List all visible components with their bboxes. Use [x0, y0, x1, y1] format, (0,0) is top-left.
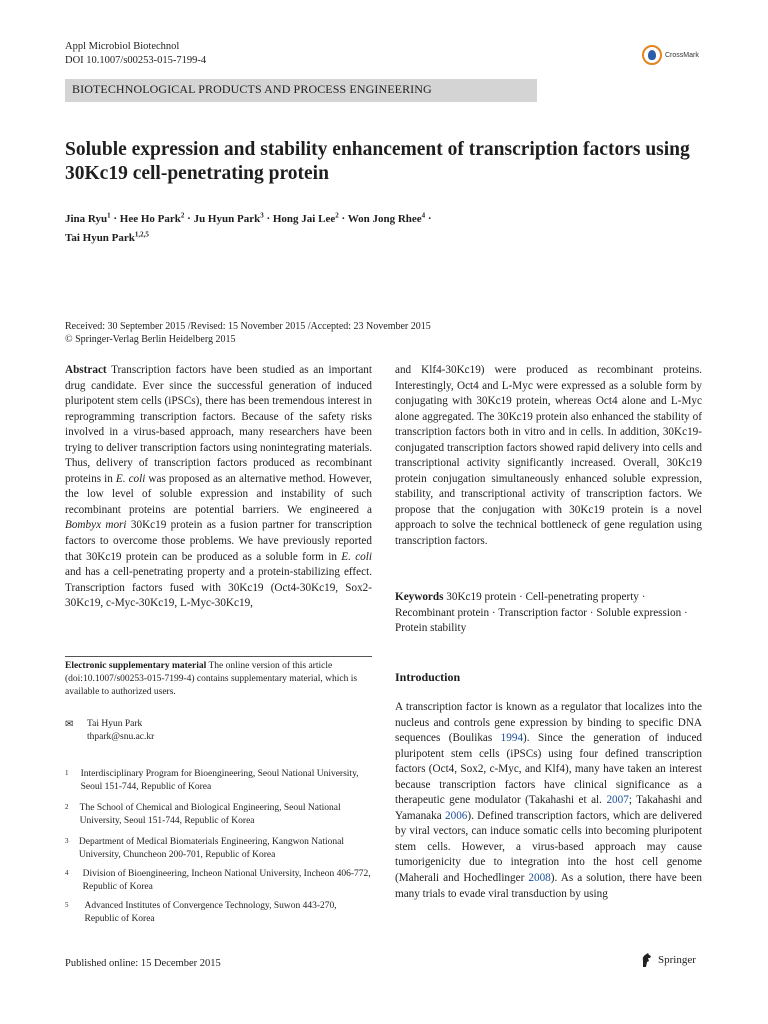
springer-horse-icon: [640, 952, 654, 968]
esm-label: Electronic supplementary material: [65, 661, 207, 671]
article-title: Soluble expression and stability enhancement of transcription factors using 30Kc19 cell-penetrating protein: [65, 139, 690, 184]
citation-link[interactable]: 2008: [528, 872, 551, 885]
history-dates: Received: 30 September 2015 /Revised: 15 November 2015 /Accepted: 23 November 2015: [65, 321, 431, 332]
supplementary-note: [65, 660, 372, 699]
abstract-label: Abstract: [65, 364, 107, 376]
citation-link[interactable]: 2006: [445, 809, 468, 822]
affiliation: 5 Advanced Institutes of Convergence Technology, Suwon 443-270, Republic of Korea: [65, 901, 337, 924]
author[interactable]: Won Jong Rhee$^4$: [347, 211, 426, 225]
copyright: © Springer-Verlag Berlin Heidelberg 2015: [65, 334, 236, 345]
introduction-text: A transcription factor is known as a regulator that localizes into the nucleus and controls gene expression by binding to specific DNA sequences (Boulikas 1994). Since the generation of induced pluripotent stem cells (iPSCs) using four defined transcription factors (Oct4, Sox2, c-Myc, and Klf4), many have taken an interest because transcription factors have clinical significance as a therapeutic gene modulator (Takahashi et al. 2007; Takahashi and Yamanaka 2006). Defined transcription factors, which are delivered by viral vectors, can induce somatic cells into becoming pluripotent stem cells. However, a virus-based approach may cause tumorigenicity due to integration into the host cell genome (Maherali and Hochedlinger 2008). As a solution, there have been many trials to evade viral transduction by using: [395, 701, 702, 900]
crossmark-label: CrossMark: [665, 51, 699, 59]
doi[interactable]: DOI 10.1007/s00253-015-7199-4: [65, 55, 207, 66]
journal-name: Appl Microbiol Biotechnol: [65, 41, 180, 52]
abstract-left: Abstract Transcription factors have been studied as an important drug candidate. Ever since the successful generation of induced pluripotent stem cells (iPSCs), there has been tremendous interest in reprogramming transcription factors. Because of the safety risks involved in a virus-based approach, many researchers have been trying to deliver transcription factors using nonintegrating materials. Thus, delivery of transcription factors produced as recombinant proteins in E. coli was proposed as an alternative method. However, the low level of soluble expression and instability of such recombinant proteins are potential barriers. We engineered a Bombyx mori 30Kc19 protein as a fusion partner for transcription factors to overcome those problems. We have previously reported that 30Kc19 protein can be produced as a soluble form in E. coli and has a cell-penetrating property and a protein-stabilizing effect. Transcription factors fused with 30Kc19 (Oct4-30Kc19, Sox2-30Kc19, c-Myc-30Kc19, L-Myc-30Kc19,: [65, 364, 372, 610]
publisher-logo: [640, 952, 696, 968]
keywords-label: Keywords: [395, 591, 444, 603]
author[interactable]: Hee Ho Park$^2$: [119, 211, 185, 225]
section-band: BIOTECHNOLOGICAL PRODUCTS AND PROCESS ENGINEERING: [65, 79, 537, 102]
publisher-name: Springer: [658, 954, 696, 966]
affiliation: 1 Interdisciplinary Program for Bioengineering, Seoul National University, Seoul 151-744, Republic of Korea: [65, 769, 359, 792]
author[interactable]: Hong Jai Lee$^2$: [272, 211, 339, 225]
affiliation: 3 Department of Medical Biomaterials Engineering, Kangwon National University, Chuncheon 200-701, Republic of Korea: [65, 837, 345, 860]
affiliation: 4 Division of Bioengineering, Incheon National University, Incheon 406-772, Republic of Korea: [65, 869, 371, 892]
keywords-text: 30Kc19 protein · Cell-penetrating property · Recombinant protein · Transcription factor · Soluble expression · Protein stability: [395, 591, 688, 634]
author[interactable]: Jina Ryu$^1$: [65, 211, 111, 225]
abstract-right: and Klf4-30Kc19) were produced as recombinant proteins. Interestingly, Oct4 and L-Myc were expressed as a soluble form by conjugating with 30Kc19 protein, whereas Oct4 alone and L-Myc alone aggregated. The 30Kc19 protein also enhanced the stability of transcription factors both in vitro and in cells. In addition, 30Kc19-conjugated transcription factors showed rapid delivery into cells and transcriptional activity significantly increased. Overall, 30Kc19 protein conjugation simultaneously enhanced soluble expression, stability, and transcriptional activity of transcription factors. We propose that the conjugation with 30Kc19 protein is a novel approach to solve the technical bottleneck of gene regulation using transcription factors.: [395, 364, 702, 548]
author[interactable]: Ju Hyun Park$^3$: [193, 211, 264, 225]
published-date: Published online: 15 December 2015: [65, 958, 221, 969]
section-heading-introduction: Introduction: [395, 670, 461, 684]
citation-link[interactable]: 1994: [500, 732, 524, 745]
esm-text[interactable]: The online version of this article (doi:10.1007/s00253-015-7199-4) contains supplementary material, which is available to authorized users.: [65, 661, 358, 697]
citation-link[interactable]: 2007: [606, 794, 629, 807]
journal-info: [65, 40, 206, 68]
crossmark-icon: [642, 45, 662, 65]
author[interactable]: Tai Hyun Park$^{1,2,5}$: [65, 230, 149, 245]
article-dates: [65, 320, 431, 346]
corresponding-author: Tai Hyun Park: [87, 719, 143, 729]
author-list: Jina Ryu$^1$ · Hee Ho Park$^2$ · Ju Hyun Park$^3$ · Hong Jai Lee$^2$ · Won Jong Rhee$^4$ · Tai Hyun Park$^{1,2,5}$: [65, 211, 432, 245]
keywords: [395, 590, 702, 637]
correspondence: [65, 718, 372, 744]
affiliation: 2 The School of Chemical and Biological Engineering, Seoul National University, Seoul 151-744, Republic of Korea: [65, 803, 341, 826]
author-email[interactable]: thpark@snu.ac.kr: [87, 732, 155, 742]
divider: [65, 656, 372, 657]
envelope-icon: ✉: [65, 719, 74, 730]
crossmark-badge[interactable]: [642, 42, 708, 68]
